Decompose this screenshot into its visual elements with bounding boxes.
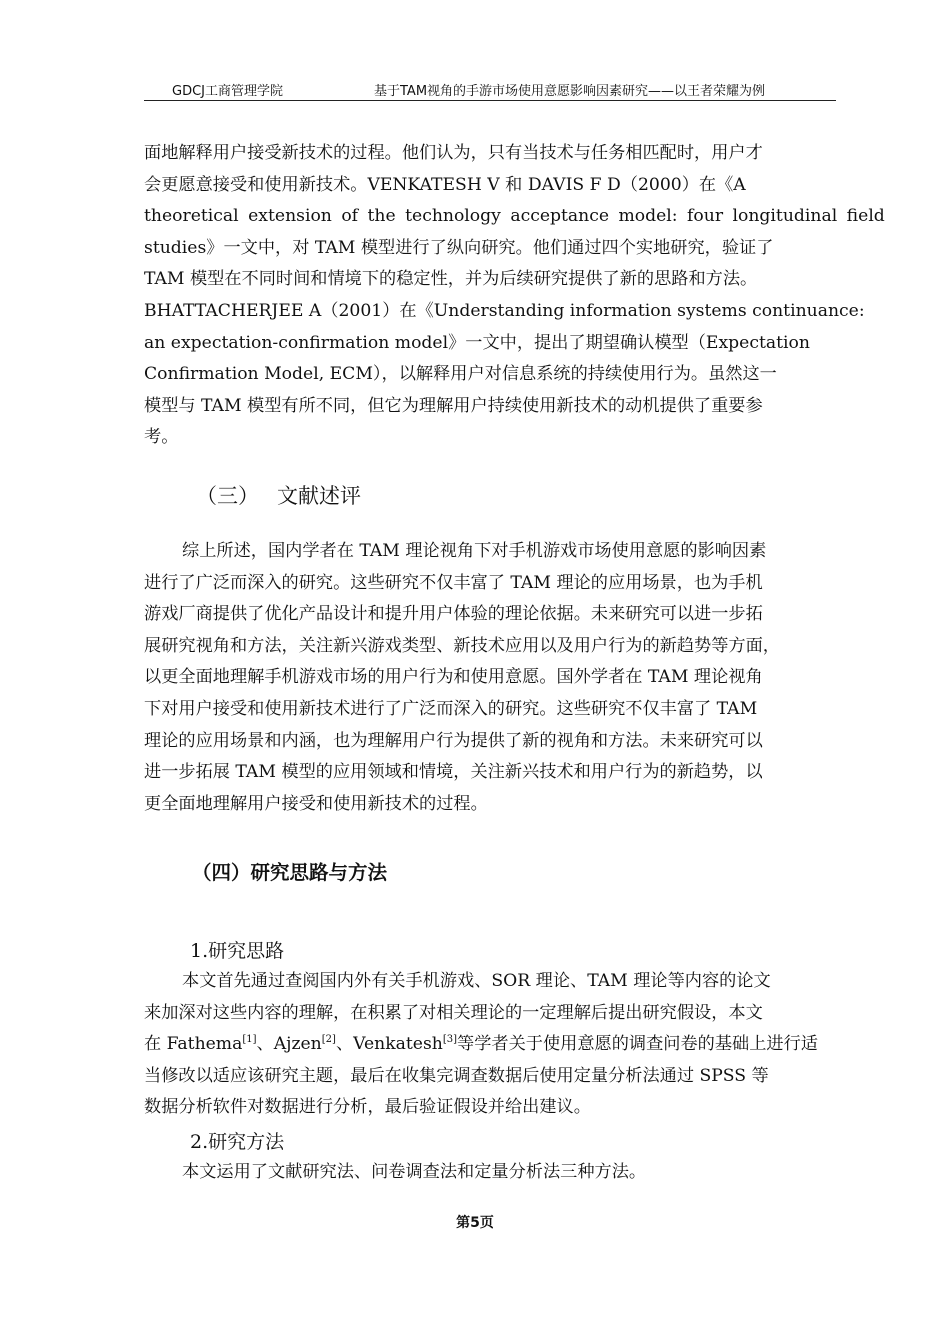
page-header [144, 78, 836, 101]
subheading-research-idea: 1.研究思路 [190, 940, 285, 962]
text-fragment: 、Venkatesh [335, 1034, 443, 1055]
text-line: 数据分析软件对数据进行分析，最后验证假设并给出建议。 [144, 1097, 591, 1118]
text-line-with-citations [144, 1029, 838, 1061]
text-line: TAM 模型在不同时间和情境下的稳定性，并为后续研究提供了新的思路和方法。 [144, 269, 758, 290]
page-number: 第5页 [456, 1215, 494, 1231]
citation-3[interactable]: [3] [442, 1034, 458, 1046]
section-number: （三） [196, 484, 259, 508]
header-school: GDCJ工商管理学院 [172, 84, 283, 99]
citation-1[interactable]: [1] [242, 1034, 257, 1046]
text-line: 理论的应用场景和内涵，也为理解用户行为提供了新的视角和方法。未来研究可以 [144, 730, 763, 751]
header-title: 基于TAM视角的手游市场使用意愿影响因素研究——以王者荣耀为例 [374, 84, 766, 99]
text-line: 进行了广泛而深入的研究。这些研究不仅丰富了 TAM 理论的应用场景，也为手机 [144, 572, 763, 593]
text-line: 更全面地理解用户接受和使用新技术的过程。 [144, 793, 488, 814]
text-line: BHATTACHERJEE A（2001）在《Understanding information systems continuance: [144, 300, 865, 321]
text-line: 进一步拓展 TAM 模型的应用领域和情境，关注新兴技术和用户行为的新趋势，以 [144, 762, 763, 783]
subheading-research-method: 2.研究方法 [190, 1131, 285, 1153]
text-line: 本文运用了文献研究法、问卷调查法和定量分析法三种方法。 [182, 1162, 647, 1182]
text-line: studies》一文中，对 TAM 模型进行了纵向研究。他们通过四个实地研究，验证了 [144, 237, 774, 258]
text-line: 以更全面地理解手机游戏市场的用户行为和使用意愿。国外学者在 TAM 理论视角 [144, 667, 763, 688]
text-line: an expectation-confirmation model》一文中，提出了期望确认模型（Expectation [144, 332, 810, 353]
text-line: 游戏厂商提供了优化产品设计和提升用户体验的理论依据。未来研究可以进一步拓 [144, 604, 763, 625]
text-line: 考。 [144, 427, 179, 448]
text-line: 下对用户接受和使用新技术进行了广泛而深入的研究。这些研究不仅丰富了 TAM [144, 698, 758, 719]
paragraph-research-method [144, 1157, 838, 1189]
text-line: 会更愿意接受和使用新技术。VENKATESH V 和 DAVIS F D（2000）在《A [144, 174, 746, 195]
text-line: theoretical extension of the technology acceptance model: four longitudinal field [144, 206, 885, 227]
text-fragment: 等学者关于使用意愿的调查问卷的基础上进行适 [457, 1034, 818, 1055]
section-heading-3 [196, 480, 361, 510]
section-title: 文献述评 [277, 484, 361, 508]
paragraph-research-idea [144, 966, 838, 1124]
citation-2[interactable]: [2] [321, 1034, 336, 1046]
text-line: 本文首先通过查阅国内外有关手机游戏、SOR 理论、TAM 理论等内容的论文 [182, 971, 771, 991]
text-line: 模型与 TAM 模型有所不同，但它为理解用户持续使用新技术的动机提供了重要参 [144, 395, 763, 416]
text-fragment: 在 Fathema [144, 1034, 243, 1055]
text-line: 来加深对这些内容的理解，在积累了对相关理论的一定理解后提出研究假设，本文 [144, 1002, 763, 1023]
text-line: 当修改以适应该研究主题，最后在收集完调查数据后使用定量分析法通过 SPSS 等 [144, 1065, 769, 1086]
text-line: 综上所述，国内学者在 TAM 理论视角下对手机游戏市场使用意愿的影响因素 [182, 541, 767, 561]
section-heading-4: （四）研究思路与方法 [192, 861, 388, 884]
text-line: Confirmation Model, ECM），以解释用户对信息系统的持续使用行为。虽然这一 [144, 364, 777, 385]
text-fragment: 、Ajzen [256, 1034, 322, 1055]
paragraph-review [144, 536, 838, 820]
text-line: 展研究视角和方法，关注新兴游戏类型、新技术应用以及用户行为的新趋势等方面， [144, 635, 780, 656]
text-line: 面地解释用户接受新技术的过程。他们认为，只有当技术与任务相匹配时，用户才 [144, 143, 763, 163]
paragraph-literature-foreign [144, 138, 885, 454]
